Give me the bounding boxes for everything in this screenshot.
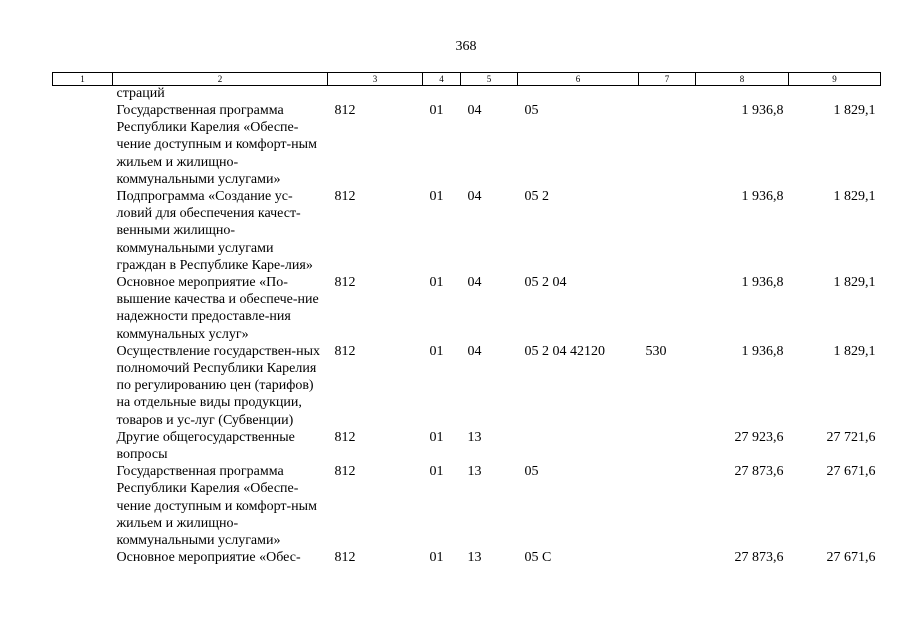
row-col-1 [53,102,113,188]
header-col-8: 8 [696,73,789,86]
row-col-4: 01 [429,189,444,205]
row-col-9: 27 671,6 [826,550,876,566]
row-col-3 [328,86,423,103]
row-name: Государственная программа Республики Карелия «Обеспе-чение доступным и комфорт-ным жильем и жилищно-коммунальными услугами» [116,103,317,187]
row-col-8: 1 936,8 [741,103,784,118]
row-col-9: 27 721,6 [826,429,876,445]
header-col-3: 3 [328,73,423,86]
row-col-1 [53,188,113,274]
table-row [53,343,881,429]
row-col-5: 04 [467,189,482,205]
table-header [53,73,881,86]
row-col-3: 812 [334,464,356,480]
row-name: Основное мероприятие «По-вышение качества и обеспече-ние надежности предоставле-ния коммунальных услуг» [116,275,319,342]
row-name: страций [116,86,165,101]
header-col-6: 6 [518,73,639,86]
header-col-7: 7 [639,73,696,86]
row-col-3: 812 [334,429,356,445]
row-col-7 [639,102,696,188]
row-col-7 [639,274,696,343]
budget-table [52,72,881,566]
row-col-1 [53,274,113,343]
header-col-5: 5 [461,73,518,86]
row-col-5: 04 [467,103,482,118]
row-col-3: 812 [334,550,356,566]
row-name: Осуществление государствен-ных полномочий Республики Карелия по регулированию цен (тарифов) на отдельные виды продукции, товаров и ус-луг (Субвенции) [116,343,320,428]
row-col-9: 1 829,1 [833,189,876,205]
row-col-4 [423,86,461,103]
row-col-8: 27 873,6 [734,464,784,480]
table-row [53,102,881,188]
row-col-5: 13 [467,429,482,445]
row-col-4: 01 [429,103,444,118]
row-name: Подпрограмма «Создание ус-ловий для обеспечения качест-венными жилищно-коммунальными услугами граждан в Республике Каре-лия» [116,189,313,273]
row-col-6: 05 2 [524,189,549,205]
row-col-7 [639,188,696,274]
row-col-7 [639,463,696,549]
row-col-5: 04 [467,343,482,359]
row-col-4: 01 [429,550,444,566]
row-col-7 [639,549,696,566]
header-col-2: 2 [113,73,328,86]
row-col-8 [696,86,789,103]
row-col-1 [53,429,113,463]
table-row [53,86,881,103]
row-col-6 [518,429,639,463]
row-col-8: 1 936,8 [741,275,784,291]
row-col-6: 05 С [524,550,552,566]
row-col-5 [461,86,518,103]
row-col-7 [639,429,696,463]
row-col-5: 04 [467,275,482,291]
row-col-7 [639,86,696,103]
table-row [53,188,881,274]
row-name: Основное мероприятие «Обес- [116,550,301,566]
row-col-6: 05 [524,464,539,480]
row-col-5: 13 [467,550,482,566]
table-row [53,549,881,566]
row-col-3: 812 [334,189,356,205]
header-col-9: 9 [789,73,881,86]
row-col-7: 530 [645,343,667,359]
row-col-4: 01 [429,275,444,291]
row-col-4: 01 [429,429,444,445]
header-row [53,73,881,86]
row-col-3: 812 [334,275,356,291]
row-col-9: 1 829,1 [833,343,876,359]
row-col-8: 1 936,8 [741,343,784,359]
row-col-1 [53,549,113,566]
row-col-3: 812 [334,343,356,359]
row-col-8: 1 936,8 [741,189,784,205]
row-col-1 [53,463,113,549]
row-col-9: 1 829,1 [833,275,876,291]
row-col-3: 812 [334,103,356,118]
row-col-1 [53,343,113,429]
row-col-6 [518,86,639,103]
table-row [53,429,881,463]
row-col-6: 05 2 04 42120 [524,343,605,359]
row-col-9: 27 671,6 [826,464,876,480]
row-col-6: 05 2 04 [524,275,567,291]
row-col-1 [53,86,113,103]
row-col-4: 01 [429,464,444,480]
row-col-4: 01 [429,343,444,359]
row-col-9 [789,86,881,103]
header-col-1: 1 [53,73,113,86]
table-row [53,463,881,549]
page-number: 368 [455,39,477,54]
row-name: Другие общегосударственные вопросы [116,429,295,463]
row-col-6: 05 [524,103,539,118]
table-body [53,86,881,567]
row-col-8: 27 923,6 [734,429,784,445]
table-row [53,274,881,343]
row-col-8: 27 873,6 [734,550,784,566]
header-col-4: 4 [423,73,461,86]
row-name: Государственная программа Республики Карелия «Обеспе-чение доступным и комфорт-ным жильем и жилищно-коммунальными услугами» [116,464,317,549]
row-col-9: 1 829,1 [833,103,876,118]
row-col-5: 13 [467,464,482,480]
